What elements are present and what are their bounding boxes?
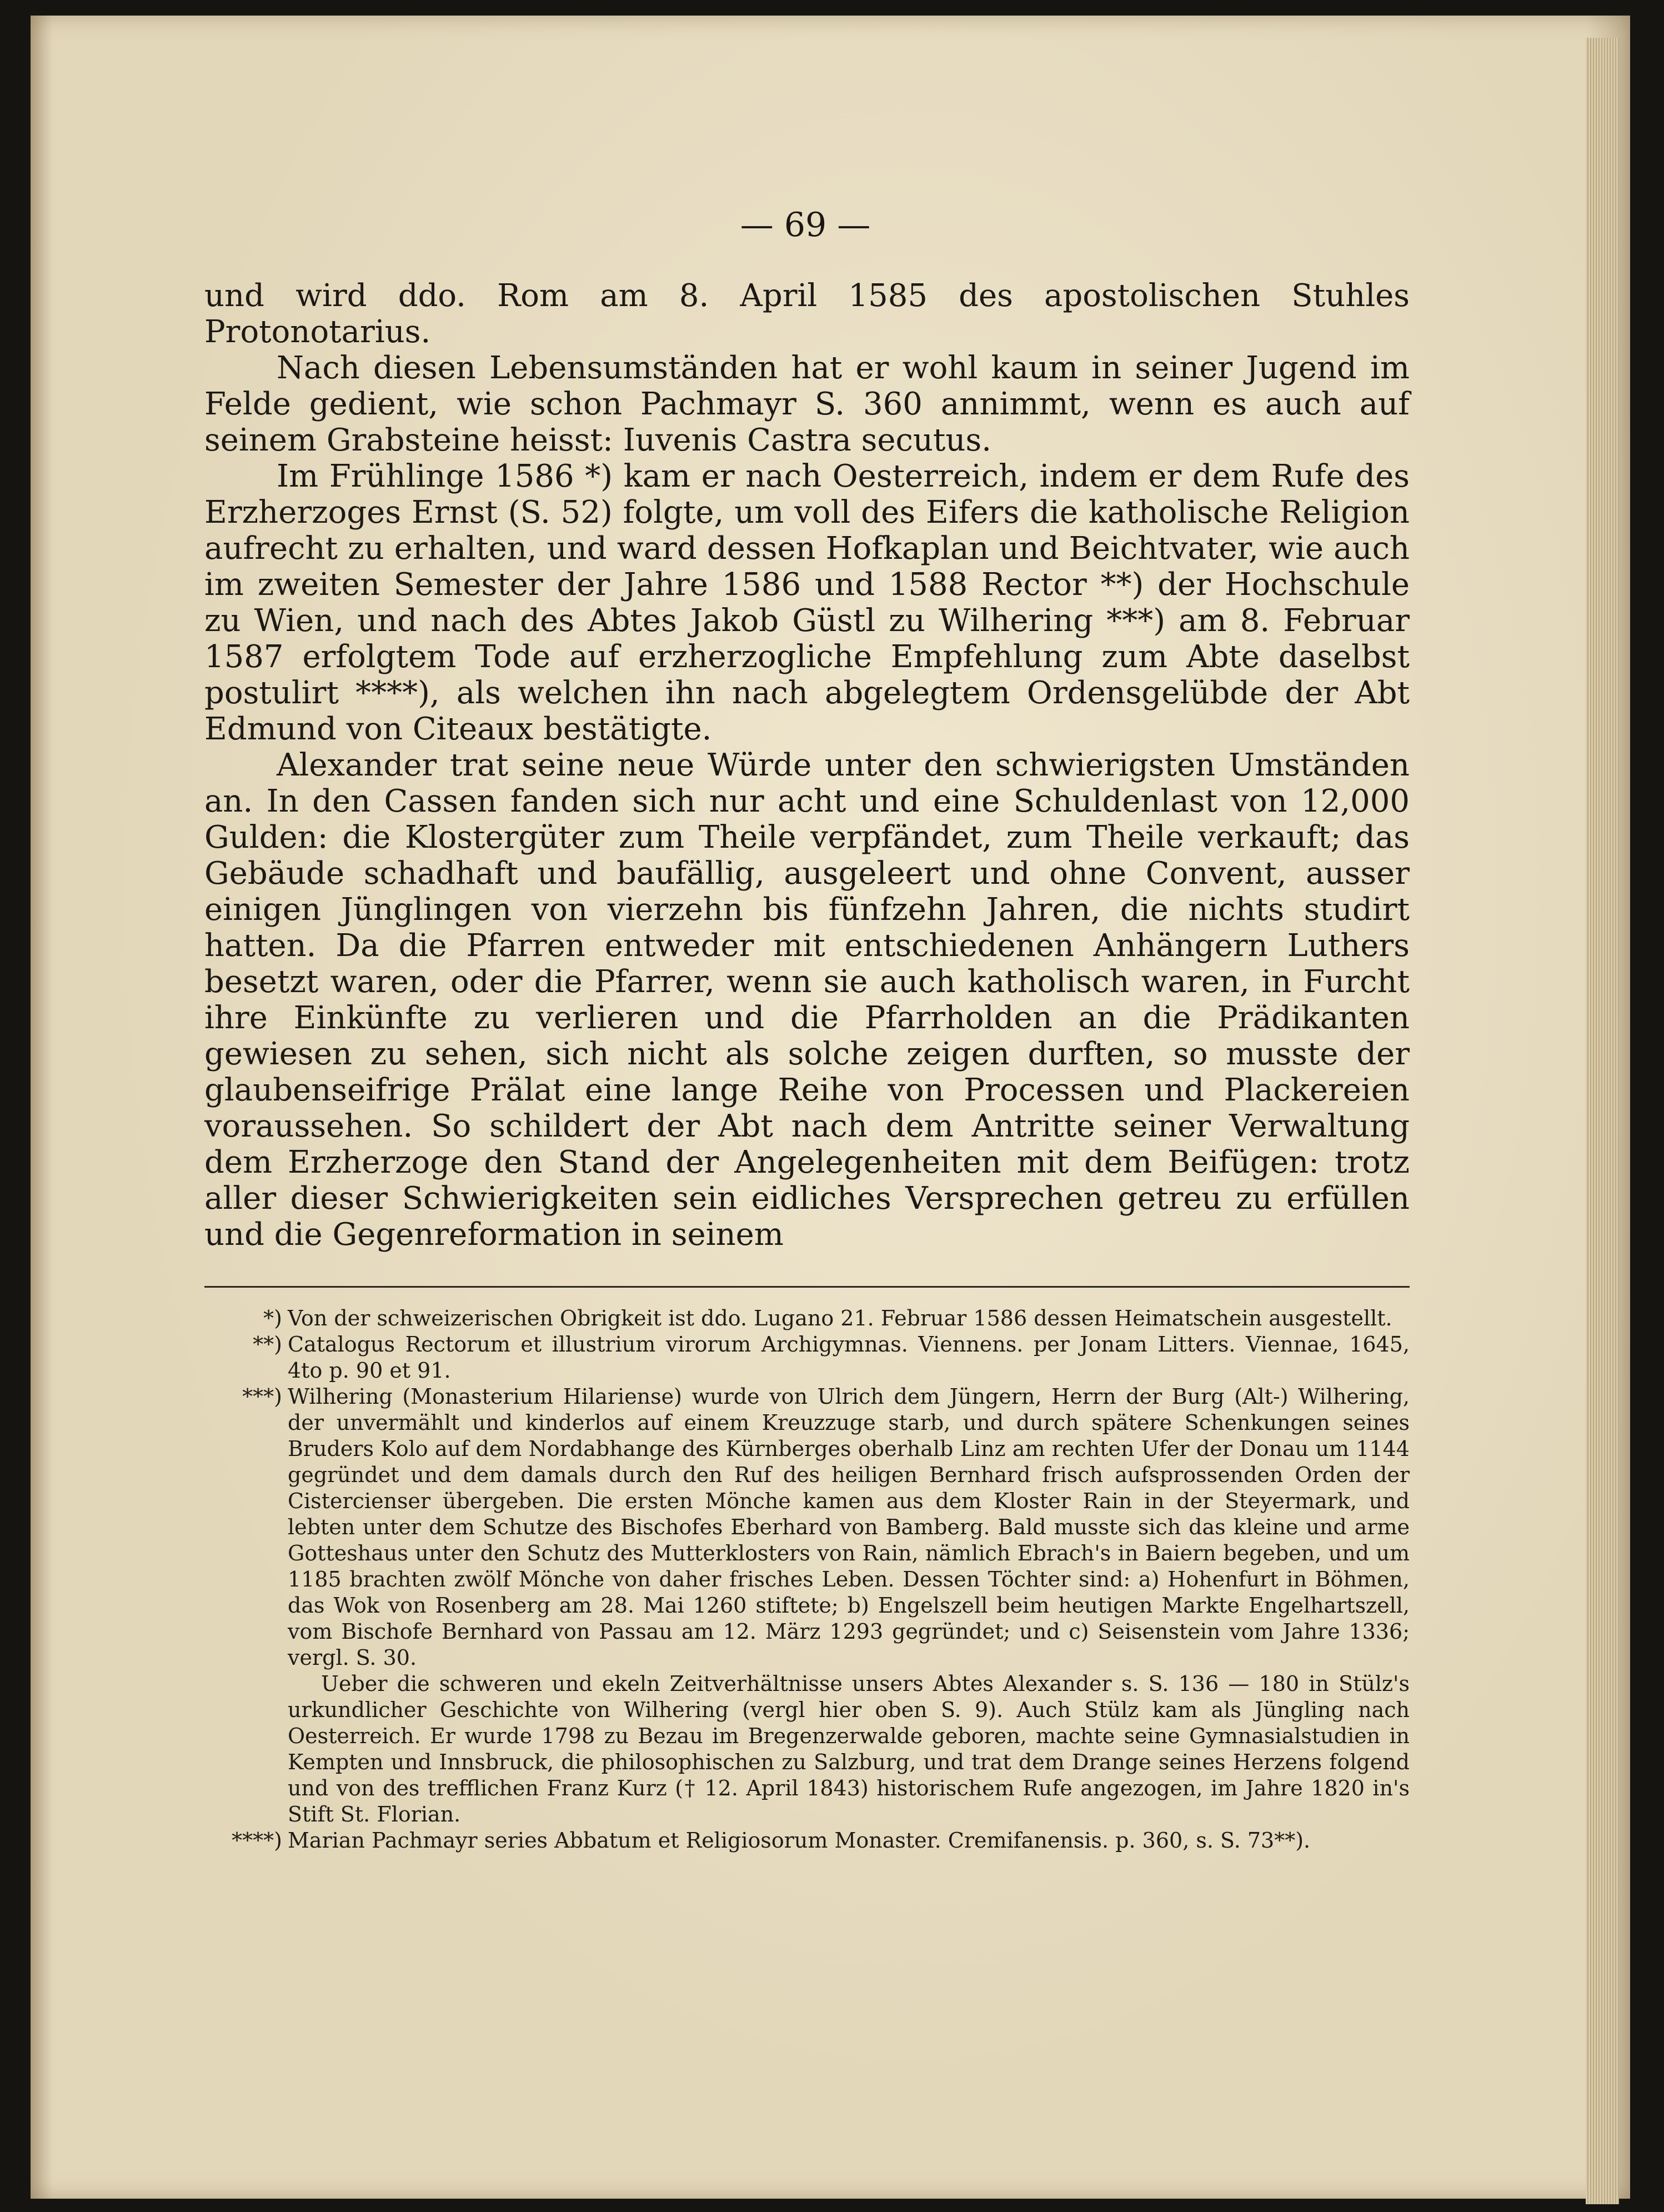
- footnote-mark: *): [263, 1306, 282, 1330]
- page-number: — 69 —: [740, 206, 871, 244]
- footnote-text: Von der schweizerischen Obrigkeit ist ddo. Lugano 21. Februar 1586 dessen Heimatschein ausgestellt.: [288, 1306, 1392, 1330]
- footnote-text: Catalogus Rectorum et illustrium virorum Archigymnas. Viennens. per Jonam Litters. Viennae, 1645, 4to p. 90 et 91.: [288, 1332, 1410, 1383]
- footnote-rule: [204, 1286, 1410, 1288]
- footnote-text-continued: Ueber die schweren und ekeln Zeitverhältnisse unsers Abtes Alexander s. S. 136 — 180 in Stülz's urkundlicher Geschichte von Wilhering (vergl hier oben S. 9). Auch Stülz kam als Jüngling nach Oesterreich. Er wurde 1798 zu Bezau im Bregenzerwalde geboren, machte seine Gymnasialstudien in Kempten und Innsbruck, die philosophischen zu Salzburg, und trat dem Drange seines Herzens folgend und von des trefflichen Franz Kurz († 12. April 1843) historischem Rufe angezogen, im Jahre 1820 in's Stift St. Florian.: [288, 1671, 1410, 1826]
- footnote-text: Marian Pachmayr series Abbatum et Religiosorum Monaster. Cremifanensis. p. 360, s. S. 73**).: [288, 1828, 1311, 1853]
- paragraph-4: Alexander trat seine neue Würde unter den schwierigsten Umständen an. In den Cassen fanden sich nur acht und eine Schuldenlast von 12,000 Gulden: die Klostergüter zum Theile verpfändet, zum Theile verkauft; das Gebäude schadhaft und baufällig, ausgeleert und ohne Convent, ausser einigen Jünglingen von vierzehn bis fünfzehn Jahren, die nichts studirt hatten. Da die Pfarren entweder mit entschiedenen Anhängern Luthers besetzt waren, oder die Pfarrer, wenn sie auch katholisch waren, in Furcht ihre Einkünfte zu verlieren und die Pfarrholden an die Prädikanten gewiesen zu sehen, sich nicht als solche zeigen durften, so musste der glaubenseifrige Prälat eine lange Reihe von Processen und Plackereien voraussehen. So schildert der Abt nach dem Antritte seiner Verwaltung dem Erzherzoge den Stand der Angelegenheiten mit dem Beifügen: trotz aller dieser Schwierigkeiten sein eidliches Versprechen getreu zu erfüllen und die Gegenreformation in seinem: [204, 747, 1410, 1253]
- footnote-mark: **): [253, 1332, 282, 1357]
- paragraph-3: Im Frühlinge 1586 *) kam er nach Oesterreich, indem er dem Rufe des Erzherzoges Ernst (S. 52) folgte, um voll des Eifers die katholische Religion aufrecht zu erhalten, und ward dessen Hofkaplan und Beichtvater, wie auch im zweiten Semester der Jahre 1586 und 1588 Rector **) der Hochschule zu Wien, und nach des Abtes Jakob Güstl zu Wilhering ***) am 8. Februar 1587 erfolgtem Tode auf erzherzogliche Empfehlung zum Abte daselbst postulirt ****), als welchen ihn nach abgelegtem Ordensgelübde der Abt Edmund von Citeaux bestätigte.: [204, 458, 1410, 747]
- main-text: [204, 278, 1410, 1253]
- footnote-4: [204, 1828, 1410, 1854]
- footnote-mark: ****): [232, 1828, 282, 1853]
- footnote-1: [204, 1305, 1410, 1332]
- footnote-3: [204, 1384, 1410, 1828]
- page-edges: [1586, 38, 1619, 2204]
- footnote-text: Wilhering (Monasterium Hilariense) wurde von Ulrich dem Jüngern, Herrn der Burg (Alt-) Wilhering, der unvermählt und kinderlos auf einem Kreuzzuge starb, und durch spätere Schenkungen seines Bruders Kolo auf dem Nordabhange des Kürnberges oberhalb Linz am rechten Ufer der Donau um 1144 gegründet und dem damals durch den Ruf des heiligen Bernhard frisch aufsprossenden Orden der Cistercienser übergeben. Die ersten Mönche kamen aus dem Kloster Rain in der Steyermark, und lebten unter dem Schutze des Bischofes Eberhard von Bamberg. Bald musste sich das kleine und arme Gotteshaus unter den Schutz des Mutterklosters von Rain, nämlich Ebrach's in Baiern begeben, und um 1185 brachten zwölf Mönche von daher frisches Leben. Dessen Töchter sind: a) Hohenfurt in Böhmen, das Wok von Rosenberg am 28. Mai 1260 stiftete; b) Engelszell beim heutigen Markte Engelhartszell, vom Bischofe Bernhard von Passau am 12. März 1293 gegründet; und c) Seisenstein vom Jahre 1336; vergl. S. 30.: [288, 1384, 1410, 1670]
- paragraph-2: Nach diesen Lebensumständen hat er wohl kaum in seiner Jugend im Felde gedient, wie schon Pachmayr S. 360 annimmt, wenn es auch auf seinem Grabsteine heisst: Iuvenis Castra secutus.: [204, 350, 1410, 458]
- footnote-mark: ***): [242, 1384, 282, 1409]
- footnotes: [204, 1305, 1410, 1854]
- footnote-2: [204, 1332, 1410, 1384]
- paragraph-1: und wird ddo. Rom am 8. April 1585 des apostolischen Stuhles Protonotarius.: [204, 278, 1410, 350]
